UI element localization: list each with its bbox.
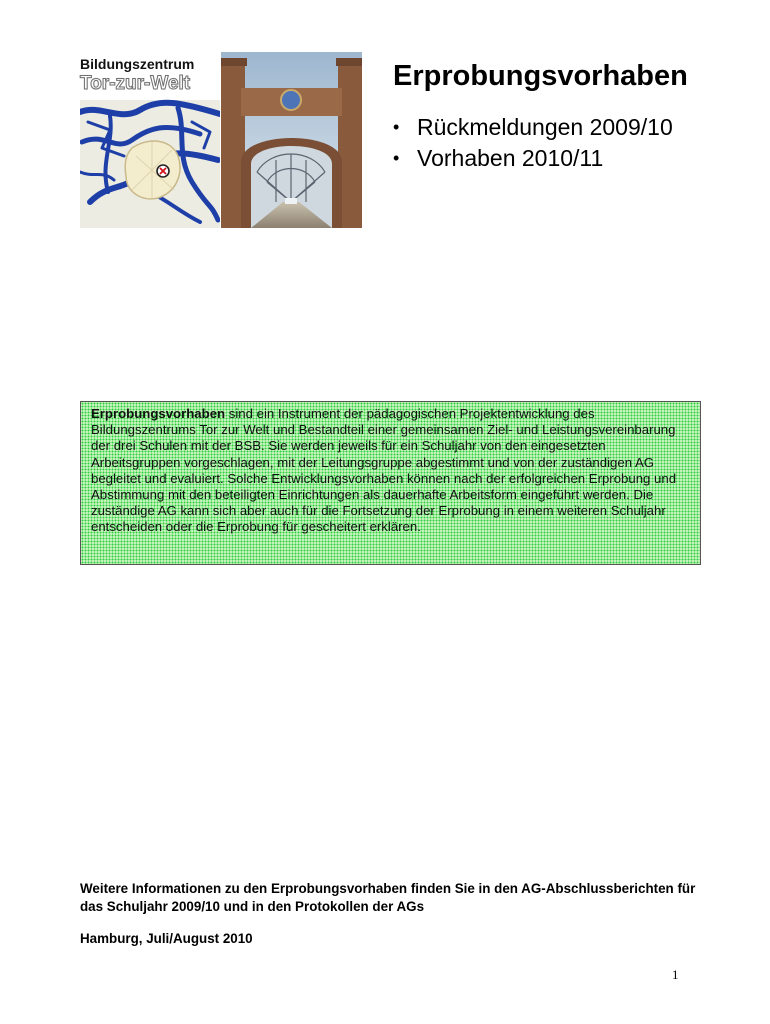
list-item-text: Rückmeldungen 2009/10 [417, 114, 673, 140]
bridge-photo-graphic [221, 52, 362, 228]
page-title: Erprobungsvorhaben [393, 60, 688, 92]
list-item-text: Vorhaben 2010/11 [417, 145, 604, 171]
page-number: 1 [672, 967, 679, 982]
list-item [393, 143, 673, 174]
footer-note: Weitere Informationen zu den Erprobungsvorhaben finden Sie in den AG-Abschlussberichten für das Schuljahr 2009/10 und in den Protokollen der AGs [80, 881, 696, 914]
logo-title: Bildungszentrum [80, 56, 195, 72]
place-date: Hamburg, Juli/August 2010 [80, 931, 253, 946]
bridge-photo-image [221, 52, 362, 228]
topic-list [393, 112, 673, 174]
info-box-text: sind ein Instrument der pädagogischen Projektentwicklung des Bildungszentrums Tor zur Welt und Bestandteil einer gemeinsamen Ziel- und Leistungsvereinbarung der drei Schulen mit der BSB. Sie werden jeweils für ein Schuljahr von den eingesetzten Arbeitsgruppen vorgeschlagen, mit der Leitungsgruppe abgestimmt und von der zuständigen AG begleitet und evaluiert. Solche Entwicklungsvorhaben können nach der erfolgreichen Erprobung und Abstimmung mit den beteiligten Einrichtungen als dauerhafte Arbeitsform eingeführt werden. Die zuständige AG kann sich aber auch für die Fortsetzung der Erprobung in einem weiteren Schuljahr entscheiden oder die Erprobung für gescheitert erklären. [91, 406, 677, 535]
bullet-icon: • [393, 117, 400, 137]
info-box [80, 401, 701, 565]
list-item [393, 112, 673, 143]
logo-subtitle: Tor-zur-Welt [80, 73, 191, 94]
logo [80, 52, 362, 228]
info-box-lead: Erprobungsvorhaben [91, 406, 226, 421]
bullet-icon: • [393, 148, 400, 168]
